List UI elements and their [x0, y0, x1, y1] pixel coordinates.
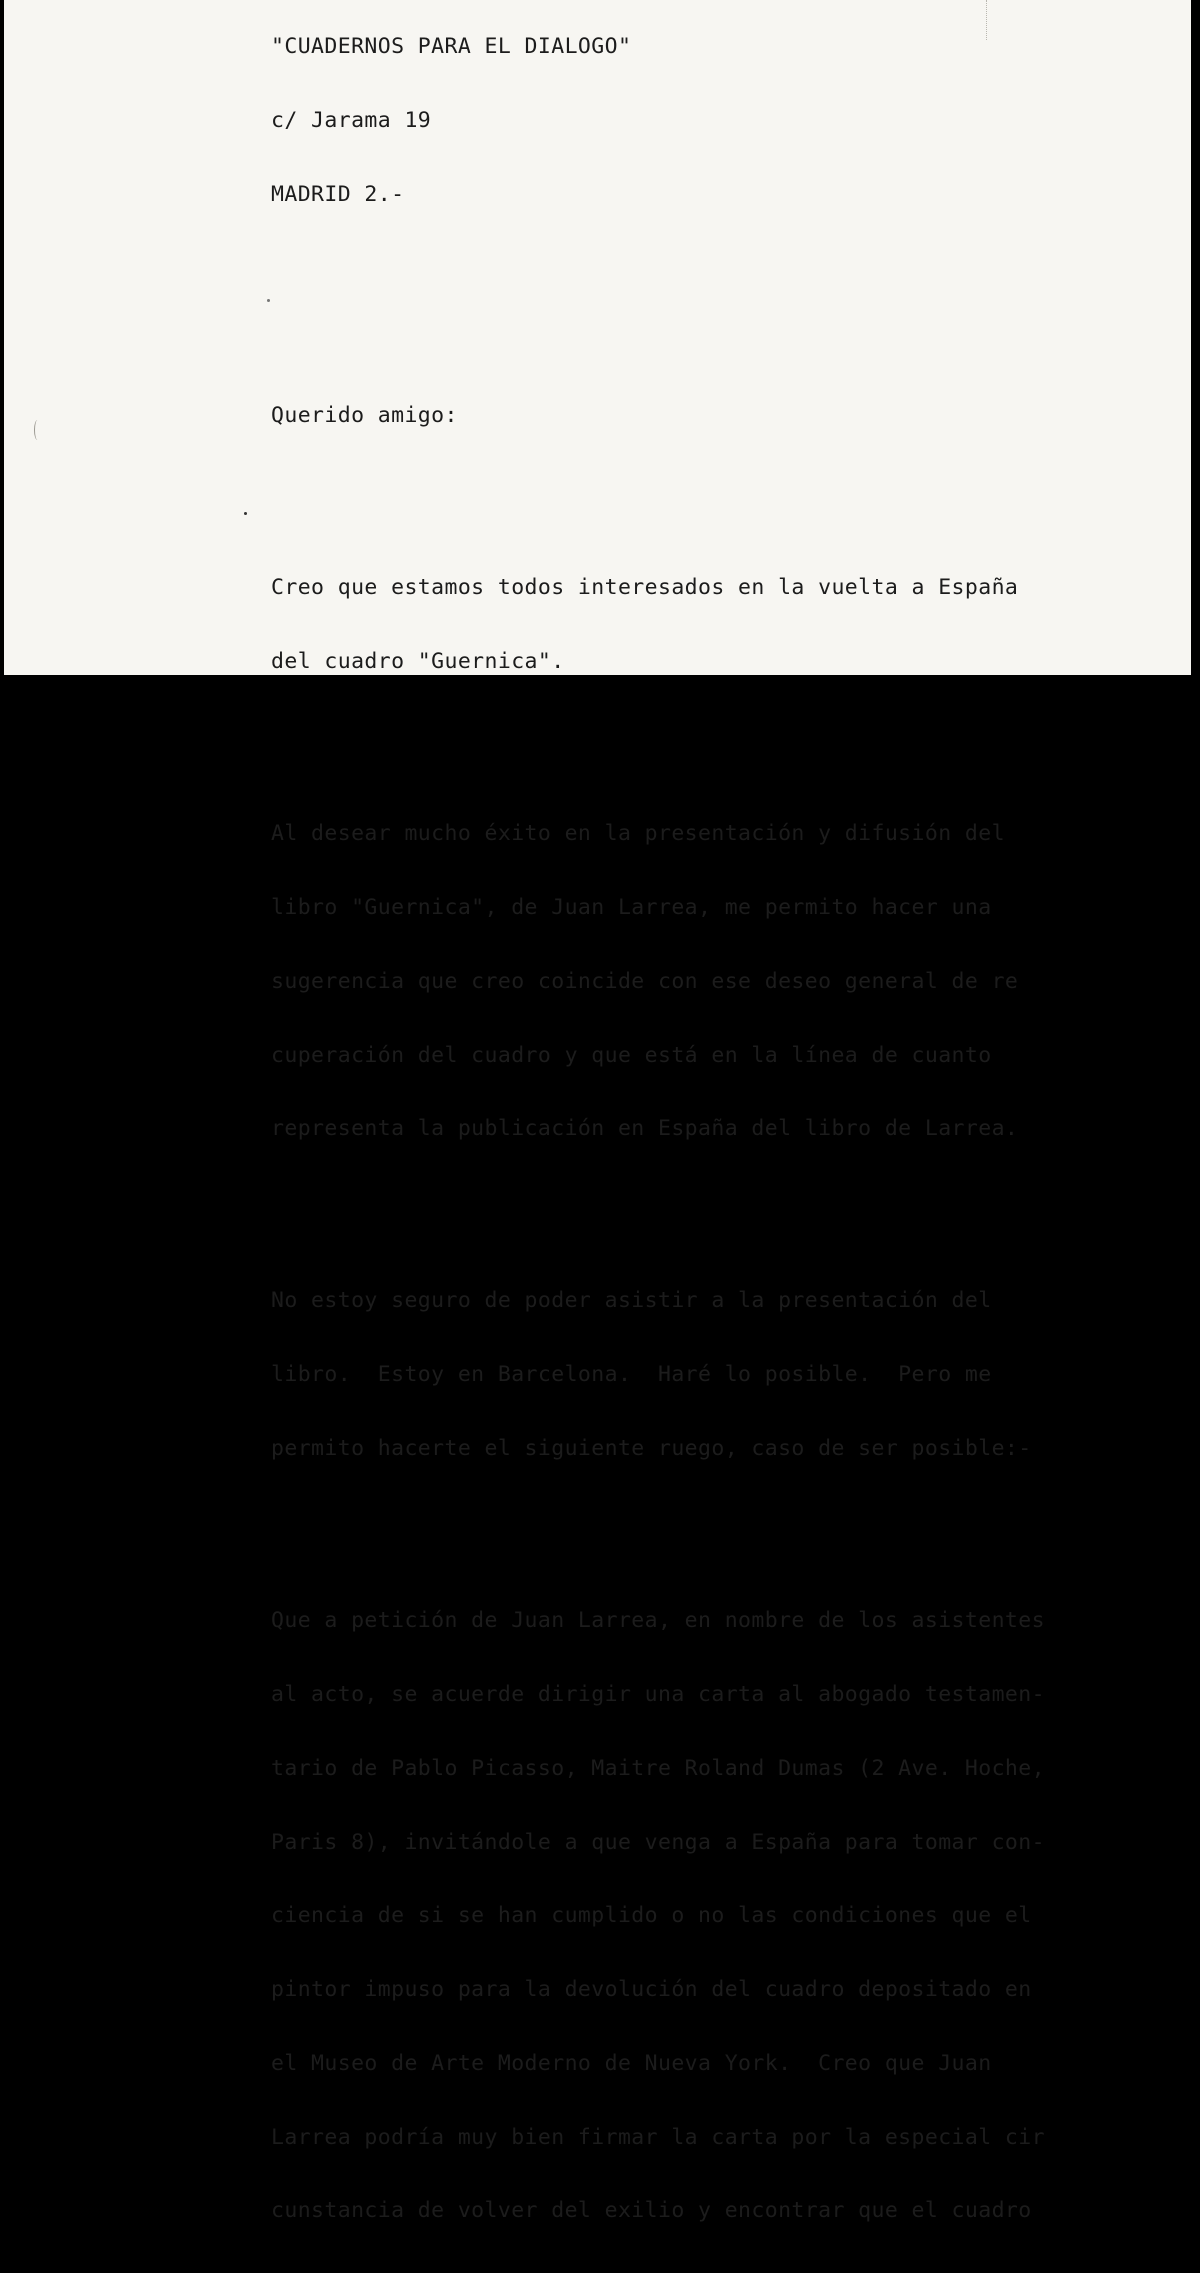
header-line: "CUADERNOS PARA EL DIALOGO": [271, 34, 632, 60]
paragraph-line: Creo que estamos todos interesados en la vuelta a España: [271, 575, 1019, 601]
paragraph-line: No estoy seguro de poder asistir a la presentación del: [271, 1288, 992, 1314]
paragraph-line: sugerencia que creo coincide con ese deseo general de re: [271, 968, 1019, 994]
header-line: MADRID 2.-: [271, 181, 405, 207]
paragraph-line: libro. Estoy en Barcelona. Haré lo posible. Pero me: [271, 1362, 992, 1388]
paragraph-line: cunstancia de volver del exilio y encontrar que el cuadro: [271, 2198, 1032, 2224]
salutation: Querido amigo:: [271, 403, 458, 429]
paragraph-line: Al desear mucho éxito en la presentación y difusión del: [271, 821, 1005, 847]
paragraph-line: pintor impuso para la devolución del cuadro depositado en: [271, 1977, 1032, 2003]
paragraph-line: el Museo de Arte Moderno de Nueva York. Creo que Juan: [271, 2050, 992, 2076]
header-line: c/ Jarama 19: [271, 107, 432, 133]
paragraph-line: al acto, se acuerde dirigir una carta al abogado testamen-: [271, 1681, 1045, 1707]
paragraph-line: Que a petición de Juan Larrea, en nombre de los asistentes: [271, 1608, 1045, 1634]
paragraph-line: Paris 8), invitándole a que venga a España para tomar con-: [271, 1829, 1045, 1855]
ink-speck: [267, 299, 270, 302]
paragraph-line: ciencia de si se han cumplido o no las condiciones que el: [271, 1903, 1032, 1929]
paragraph-line: del cuadro "Guernica".: [271, 649, 565, 675]
paragraph-line: tario de Pablo Picasso, Maitre Roland Dumas (2 Ave. Hoche,: [271, 1755, 1045, 1781]
paragraph-line: libro "Guernica", de Juan Larrea, me permito hacer una: [271, 894, 992, 920]
paragraph-line: representa la publicación en España del libro de Larrea.: [271, 1116, 1019, 1142]
margin-mark: [34, 420, 41, 440]
paragraph-line: permito hacerte el siguiente ruego, caso de ser posible:-: [271, 1436, 1032, 1462]
paragraph-line: Larrea podría muy bien firmar la carta por la especial cir: [271, 2124, 1045, 2150]
ink-speck: [244, 512, 247, 515]
scanned-letter-page: [4, 0, 1191, 2224]
letter-text: [271, 0, 1045, 2273]
paragraph-line: cuperación del cuadro y que está en la línea de cuanto: [271, 1042, 992, 1068]
